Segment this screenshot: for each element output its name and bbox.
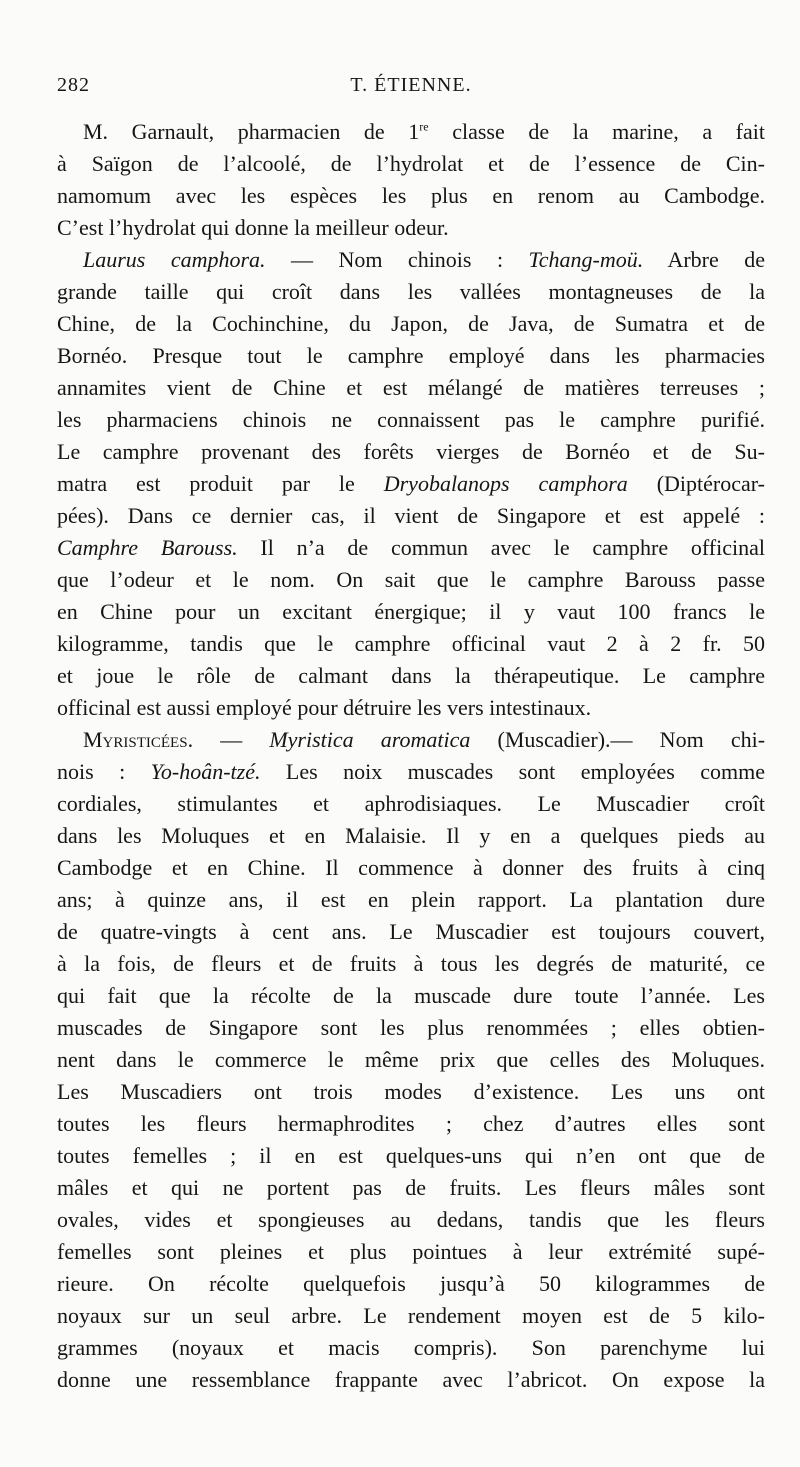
text-line: à Saïgon de l’alcoolé, de l’hydrolat et de l’essence de Cin- [57,151,765,176]
text-line: à la fois, de fleurs et de fruits à tous les degrés de maturité, ce [57,951,765,976]
text-line: matra est produit par le Dryobalanops camphora (Diptérocar- [57,471,765,496]
text-line: Chine, de la Cochinchine, du Japon, de Java, de Sumatra et de [57,311,765,336]
text-line: C’est l’hydrolat qui donne la meilleur odeur. [57,215,449,240]
text-line: annamites vient de Chine et est mélangé de matières terreuses ; [57,375,765,400]
running-title: T. ÉTIENNE. [350,74,472,96]
text-line: femelles sont pleines et plus pointues à leur extrémité supé- [57,1239,765,1264]
text-line: Bornéo. Presque tout le camphre employé dans les pharmacies [57,343,765,368]
species-name: Dryobalanops camphora [383,471,628,496]
text-line: en Chine pour un excitant énergique; il y vaut 100 francs le [57,599,765,624]
text-line: Camphre Barouss. Il n’a de commun avec le camphre officinal [57,535,765,560]
text-line: rieure. On récolte quelquefois jusqu’à 50 kilogrammes de [57,1271,765,1296]
text-line: ans; à quinze ans, il est en plein rapport. La plantation dure [57,887,765,912]
text-line: grande taille qui croît dans les vallées montagneuses de la [57,279,765,304]
page-number: 282 [57,74,90,96]
text-line: de quatre-vingts à cent ans. Le Muscadier est toujours couvert, [57,919,765,944]
text-line: Laurus camphora. — Nom chinois : Tchang-moü. Arbre de [83,247,765,272]
family-name: Myristicées. [83,727,194,752]
text-line: officinal est aussi employé pour détruire les vers intestinaux. [57,695,592,720]
text-line: qui fait que la récolte de la muscade dure toute l’année. Les [57,983,765,1008]
text-line: dans les Moluques et en Malaisie. Il y en a quelques pieds au [57,823,765,848]
text-line: M. Garnault, pharmacien de 1re classe de la marine, a fait [83,119,765,144]
text-line: toutes les fleurs hermaphrodites ; chez d’autres elles sont [57,1111,765,1136]
text-line: que l’odeur et le nom. On sait que le camphre Barouss passe [57,567,765,592]
text-line: donne une ressemblance frappante avec l’abricot. On expose la [57,1367,765,1392]
text-line: cordiales, stimulantes et aphrodisiaques. Le Muscadier croît [57,791,765,816]
text-line: Myristicées. — Myristica aromatica (Muscadier).— Nom chi- [83,727,765,752]
ordinal-superscript: re [419,119,429,134]
text-line: kilogramme, tandis que le camphre officinal vaut 2 à 2 fr. 50 [57,631,765,656]
text-line: les pharmaciens chinois ne connaissent pas le camphre purifié. [57,407,765,432]
text-line: nois : Yo-hoân-tzé. Les noix muscades sont employées comme [57,759,765,784]
text-line: ovales, vides et spongieuses au dedans, tandis que les fleurs [57,1207,765,1232]
species-name: Myristica aromatica [269,727,471,752]
text-line: et joue le rôle de calmant dans la thérapeutique. Le camphre [57,663,765,688]
text-line: mâles et qui ne portent pas de fruits. Les fleurs mâles sont [57,1175,765,1200]
text-line: pées). Dans ce dernier cas, il vient de Singapore et est appelé : [57,503,765,528]
chinese-name: Yo-hoân-tzé. [150,759,261,784]
text-line: Le camphre provenant des forêts vierges de Bornéo et de Su- [57,439,765,464]
text-line: muscades de Singapore sont les plus renommées ; elles obtien- [57,1015,765,1040]
body-text [57,116,765,1396]
text-line: namomum avec les espèces les plus en renom au Cambodge. [57,183,765,208]
chinese-name: Tchang-moü. [528,247,644,272]
text-line: Les Muscadiers ont trois modes d’existence. Les uns ont [57,1079,765,1104]
text-line: Cambodge et en Chine. Il commence à donner des fruits à cinq [57,855,765,880]
product-name: Camphre Barouss. [57,535,238,560]
text-line: noyaux sur un seul arbre. Le rendement moyen est de 5 kilo- [57,1303,765,1328]
species-name: Laurus camphora. [83,247,266,272]
running-head [57,74,765,104]
text-line: grammes (noyaux et macis compris). Son parenchyme lui [57,1335,765,1360]
text-line: nent dans le commerce le même prix que celles des Moluques. [57,1047,765,1072]
text-line: toutes femelles ; il en est quelques-uns qui n’en ont que de [57,1143,765,1168]
